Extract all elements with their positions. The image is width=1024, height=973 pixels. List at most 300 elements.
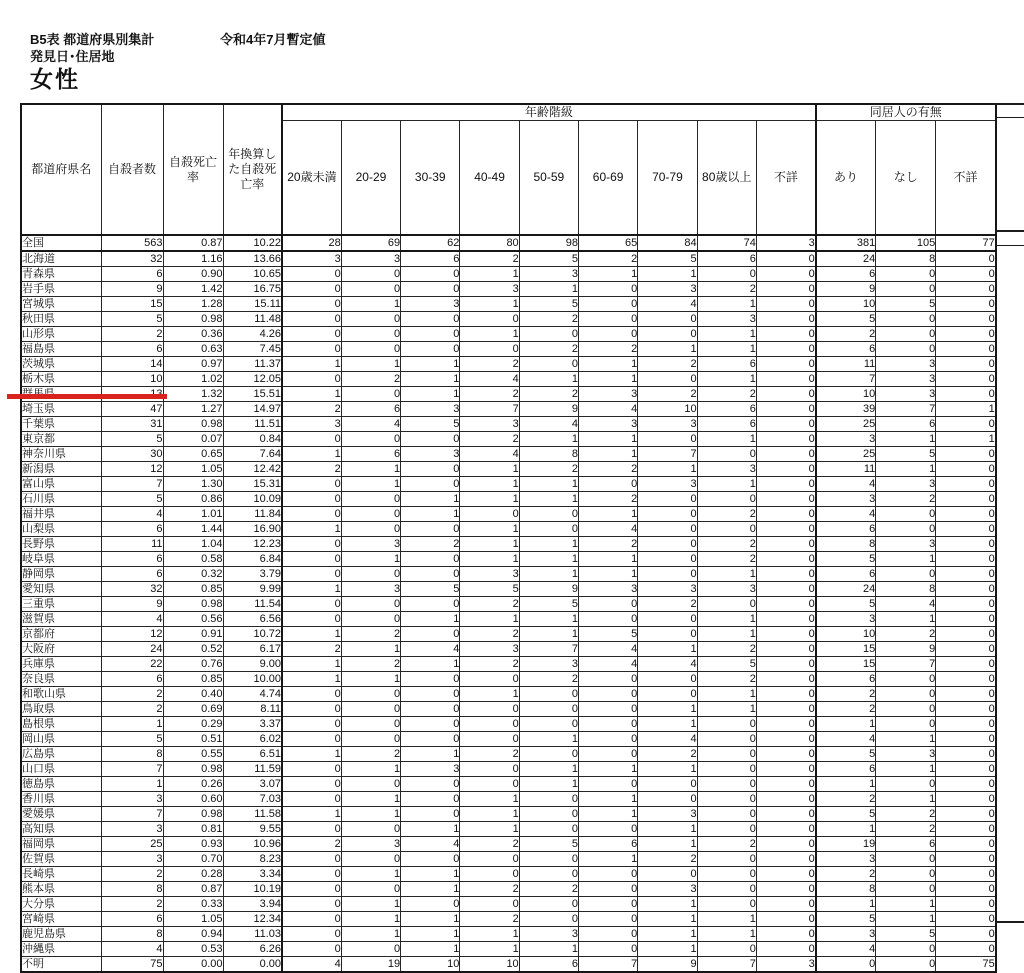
value-cell: 5	[876, 927, 936, 942]
value-cell: 10.96	[223, 837, 282, 852]
table-row	[21, 312, 996, 327]
value-cell: 0	[936, 822, 996, 837]
value-cell: 3.07	[223, 777, 282, 792]
value-cell: 28	[282, 235, 341, 251]
value-cell: 0	[756, 657, 815, 672]
value-cell: 0	[578, 327, 637, 342]
value-cell: 0	[401, 282, 460, 297]
value-cell: 1	[876, 552, 936, 567]
value-cell: 0	[282, 732, 341, 747]
prefecture-name-cell: 三重県	[21, 597, 101, 612]
value-cell: 0	[578, 942, 637, 957]
value-cell: 0	[697, 267, 756, 282]
value-cell: 0.52	[163, 642, 223, 657]
value-cell: 5	[460, 582, 519, 597]
value-cell: 0	[876, 327, 936, 342]
value-cell: 0	[936, 522, 996, 537]
table-row	[21, 702, 996, 717]
value-cell: 3	[816, 612, 876, 627]
value-cell: 9	[876, 642, 936, 657]
prefecture-name-cell: 岐阜県	[21, 552, 101, 567]
value-cell: 2	[876, 627, 936, 642]
value-cell: 1	[341, 552, 400, 567]
value-cell: 1	[519, 762, 578, 777]
prefecture-name-cell: 千葉県	[21, 417, 101, 432]
value-cell: 0.07	[163, 432, 223, 447]
value-cell: 0	[401, 522, 460, 537]
value-cell: 1	[876, 762, 936, 777]
table-row	[21, 672, 996, 687]
value-cell: 0	[756, 282, 815, 297]
value-cell: 32	[101, 582, 163, 597]
value-cell: 1	[578, 447, 637, 462]
value-cell: 0	[876, 312, 936, 327]
value-cell: 0	[876, 717, 936, 732]
value-cell: 1.04	[163, 537, 223, 552]
value-cell: 4	[460, 447, 519, 462]
value-cell: 3.94	[223, 897, 282, 912]
value-cell: 1	[401, 867, 460, 882]
value-cell: 69	[341, 235, 400, 251]
value-cell: 3.79	[223, 567, 282, 582]
value-cell: 2	[697, 837, 756, 852]
value-cell: 10	[401, 957, 460, 973]
value-cell: 1.01	[163, 507, 223, 522]
value-cell: 1	[578, 267, 637, 282]
group-header-age: 年齢階級	[282, 104, 816, 121]
value-cell: 2	[638, 597, 697, 612]
value-cell: 6	[816, 762, 876, 777]
table-row	[21, 822, 996, 837]
value-cell: 0	[876, 267, 936, 282]
value-cell: 98	[519, 235, 578, 251]
value-cell: 5	[401, 417, 460, 432]
value-cell: 5	[101, 312, 163, 327]
value-cell: 1	[282, 627, 341, 642]
value-cell: 0	[756, 882, 815, 897]
value-cell: 0	[460, 342, 519, 357]
value-cell: 0	[519, 357, 578, 372]
table-row	[21, 957, 996, 973]
value-cell: 9	[101, 597, 163, 612]
value-cell: 1	[697, 702, 756, 717]
value-cell: 3	[578, 582, 637, 597]
table-row	[21, 387, 996, 402]
value-cell: 0	[401, 567, 460, 582]
value-cell: 22	[101, 657, 163, 672]
value-cell: 3	[341, 837, 400, 852]
value-cell: 1	[341, 762, 400, 777]
value-cell: 7	[578, 957, 637, 973]
value-cell: 0	[936, 762, 996, 777]
value-cell: 1	[638, 267, 697, 282]
value-cell: 0.86	[163, 492, 223, 507]
value-cell: 1	[816, 822, 876, 837]
value-cell: 15.31	[223, 477, 282, 492]
value-cell: 0	[401, 807, 460, 822]
value-cell: 0.26	[163, 777, 223, 792]
prefecture-name-cell: 北海道	[21, 251, 101, 267]
value-cell: 1	[460, 807, 519, 822]
value-cell: 3	[638, 582, 697, 597]
table-row	[21, 282, 996, 297]
value-cell: 2	[816, 792, 876, 807]
value-cell: 0.70	[163, 852, 223, 867]
value-cell: 0	[282, 852, 341, 867]
value-cell: 3.34	[223, 867, 282, 882]
value-cell: 6.51	[223, 747, 282, 762]
table-row	[21, 342, 996, 357]
value-cell: 1	[341, 477, 400, 492]
value-cell: 1	[460, 267, 519, 282]
value-cell: 30	[101, 447, 163, 462]
value-cell: 0	[697, 807, 756, 822]
value-cell: 1	[876, 912, 936, 927]
value-cell: 0	[519, 912, 578, 927]
value-cell: 0	[936, 792, 996, 807]
value-cell: 7	[638, 447, 697, 462]
value-cell: 1	[816, 777, 876, 792]
value-cell: 1	[101, 717, 163, 732]
value-cell: 0	[756, 927, 815, 942]
value-cell: 1	[341, 297, 400, 312]
value-cell: 65	[578, 235, 637, 251]
value-cell: 0	[638, 432, 697, 447]
value-cell: 6	[101, 342, 163, 357]
value-cell: 0	[936, 297, 996, 312]
value-cell: 1	[282, 357, 341, 372]
value-cell: 381	[816, 235, 876, 251]
value-cell: 2	[282, 837, 341, 852]
value-cell: 2	[697, 672, 756, 687]
value-cell: 12	[101, 462, 163, 477]
value-cell: 3	[101, 792, 163, 807]
value-cell: 1	[401, 927, 460, 942]
value-cell: 0	[697, 762, 756, 777]
value-cell: 0	[519, 807, 578, 822]
value-cell: 8	[876, 582, 936, 597]
value-cell: 3	[578, 417, 637, 432]
value-cell: 0	[638, 552, 697, 567]
value-cell: 0	[638, 327, 697, 342]
value-cell: 24	[101, 642, 163, 657]
value-cell: 4	[101, 942, 163, 957]
col-header-cohabit-yes: あり	[816, 121, 876, 236]
prefecture-name-cell: 茨城県	[21, 357, 101, 372]
prefecture-name-cell: 栃木県	[21, 372, 101, 387]
value-cell: 6	[697, 357, 756, 372]
value-cell: 0	[519, 507, 578, 522]
value-cell: 10	[460, 957, 519, 973]
value-cell: 1	[460, 687, 519, 702]
value-cell: 75	[936, 957, 996, 973]
value-cell: 9	[519, 582, 578, 597]
value-cell: 7	[101, 477, 163, 492]
value-cell: 9.99	[223, 582, 282, 597]
value-cell: 8	[101, 747, 163, 762]
value-cell: 0	[341, 822, 400, 837]
value-cell: 3	[282, 417, 341, 432]
value-cell: 0	[876, 507, 936, 522]
value-cell: 9	[519, 402, 578, 417]
value-cell: 12	[101, 627, 163, 642]
value-cell: 0	[341, 387, 400, 402]
value-cell: 0	[936, 942, 996, 957]
value-cell: 0	[341, 597, 400, 612]
value-cell: 4	[101, 612, 163, 627]
value-cell: 62	[401, 235, 460, 251]
value-cell: 0	[282, 342, 341, 357]
value-cell: 1	[282, 387, 341, 402]
value-cell: 11	[816, 357, 876, 372]
value-cell: 10.00	[223, 672, 282, 687]
value-cell: 1	[578, 432, 637, 447]
value-cell: 6	[519, 957, 578, 973]
value-cell: 1	[101, 777, 163, 792]
value-cell: 1	[697, 612, 756, 627]
value-cell: 0	[282, 822, 341, 837]
gender-title: 女性	[30, 66, 80, 92]
value-cell: 1	[282, 447, 341, 462]
value-cell: 0	[519, 747, 578, 762]
value-cell: 3	[460, 282, 519, 297]
table-row-highlighted	[21, 402, 996, 417]
value-cell: 0	[282, 537, 341, 552]
value-cell: 1	[282, 582, 341, 597]
prefecture-name-cell: 神奈川県	[21, 447, 101, 462]
value-cell: 1	[578, 852, 637, 867]
value-cell: 0	[936, 882, 996, 897]
value-cell: 74	[697, 235, 756, 251]
value-cell: 8	[101, 927, 163, 942]
value-cell: 0	[936, 251, 996, 267]
value-cell: 1	[638, 927, 697, 942]
table-row	[21, 837, 996, 852]
value-cell: 0	[282, 612, 341, 627]
value-cell: 0	[519, 822, 578, 837]
table-row	[21, 251, 996, 267]
value-cell: 0	[756, 492, 815, 507]
value-cell: 6.56	[223, 612, 282, 627]
prefecture-name-cell: 香川県	[21, 792, 101, 807]
prefecture-name-cell: 山形県	[21, 327, 101, 342]
value-cell: 5	[101, 432, 163, 447]
prefecture-name-cell: 全国	[21, 235, 101, 251]
value-cell: 0	[519, 717, 578, 732]
value-cell: 5	[401, 582, 460, 597]
value-cell: 1	[697, 627, 756, 642]
value-cell: 0	[936, 777, 996, 792]
value-cell: 16.75	[223, 282, 282, 297]
value-cell: 0	[341, 777, 400, 792]
value-cell: 0	[341, 717, 400, 732]
value-cell: 0	[460, 702, 519, 717]
value-cell: 0	[756, 297, 815, 312]
col-header-age-unknown: 不詳	[756, 121, 815, 236]
value-cell: 1	[341, 912, 400, 927]
value-cell: 0	[756, 567, 815, 582]
value-cell: 0.55	[163, 747, 223, 762]
value-cell: 0	[578, 882, 637, 897]
value-cell: 0	[282, 927, 341, 942]
value-cell: 0.85	[163, 582, 223, 597]
value-cell: 0	[756, 942, 815, 957]
value-cell: 0	[341, 567, 400, 582]
value-cell: 0	[756, 357, 815, 372]
value-cell: 1	[638, 702, 697, 717]
value-cell: 3	[341, 537, 400, 552]
value-cell: 3	[876, 477, 936, 492]
value-cell: 3	[876, 372, 936, 387]
table-body	[21, 235, 996, 972]
value-cell: 8	[519, 447, 578, 462]
value-cell: 1	[341, 927, 400, 942]
group-header-row	[21, 104, 996, 121]
value-cell: 0.29	[163, 717, 223, 732]
value-cell: 0	[756, 837, 815, 852]
value-cell: 0	[756, 597, 815, 612]
value-cell: 0.87	[163, 882, 223, 897]
value-cell: 2	[341, 627, 400, 642]
value-cell: 0	[578, 672, 637, 687]
value-cell: 15.51	[223, 387, 282, 402]
value-cell: 7	[697, 957, 756, 973]
value-cell: 0	[756, 372, 815, 387]
value-cell: 0	[756, 327, 815, 342]
cropped-column-header-border	[995, 230, 1024, 232]
value-cell: 1	[401, 747, 460, 762]
value-cell: 0	[756, 312, 815, 327]
value-cell: 1	[341, 642, 400, 657]
value-cell: 1	[638, 462, 697, 477]
group-header-cohabitant: 同居人の有無	[816, 104, 996, 121]
value-cell: 0	[282, 717, 341, 732]
value-cell: 2	[519, 342, 578, 357]
value-cell: 0	[401, 777, 460, 792]
value-cell: 0	[282, 792, 341, 807]
value-cell: 0	[697, 882, 756, 897]
value-cell: 1	[460, 792, 519, 807]
value-cell: 4	[638, 732, 697, 747]
value-cell: 0	[282, 267, 341, 282]
value-cell: 2	[460, 657, 519, 672]
value-cell: 0	[876, 687, 936, 702]
value-cell: 2	[460, 432, 519, 447]
value-cell: 0	[756, 612, 815, 627]
value-cell: 13.66	[223, 251, 282, 267]
col-header-age-40-49: 40-49	[460, 121, 519, 236]
value-cell: 11	[816, 462, 876, 477]
value-cell: 0	[638, 372, 697, 387]
value-cell: 0	[578, 717, 637, 732]
value-cell: 0	[638, 687, 697, 702]
value-cell: 2	[282, 462, 341, 477]
value-cell: 0.33	[163, 897, 223, 912]
value-cell: 2	[101, 897, 163, 912]
value-cell: 6	[578, 837, 637, 852]
value-cell: 0	[936, 552, 996, 567]
value-cell: 3	[638, 282, 697, 297]
value-cell: 0	[519, 327, 578, 342]
value-cell: 1	[341, 357, 400, 372]
prefecture-name-cell: 鳥取県	[21, 702, 101, 717]
value-cell: 4	[816, 942, 876, 957]
value-cell: 0	[578, 312, 637, 327]
value-cell: 0	[638, 492, 697, 507]
value-cell: 2	[578, 251, 637, 267]
value-cell: 6	[101, 567, 163, 582]
prefecture-name-cell: 福島県	[21, 342, 101, 357]
value-cell: 1	[341, 462, 400, 477]
value-cell: 1	[460, 552, 519, 567]
value-cell: 1	[460, 537, 519, 552]
value-cell: 0	[936, 327, 996, 342]
value-cell: 0	[578, 612, 637, 627]
value-cell: 0	[401, 267, 460, 282]
value-cell: 0.90	[163, 267, 223, 282]
table-row	[21, 687, 996, 702]
value-cell: 1	[519, 777, 578, 792]
value-cell: 0.00	[223, 957, 282, 973]
col-header-suicides: 自殺者数	[101, 104, 163, 235]
table-row	[21, 597, 996, 612]
value-cell: 0.76	[163, 657, 223, 672]
value-cell: 3	[697, 462, 756, 477]
prefecture-name-cell: 大阪府	[21, 642, 101, 657]
value-cell: 8	[101, 882, 163, 897]
value-cell: 0	[697, 822, 756, 837]
col-header-cohabit-no: なし	[876, 121, 936, 236]
value-cell: 4	[401, 642, 460, 657]
value-cell: 5	[101, 732, 163, 747]
value-cell: 0	[282, 942, 341, 957]
value-cell: 4	[578, 402, 637, 417]
value-cell: 1	[401, 612, 460, 627]
value-cell: 0	[282, 762, 341, 777]
value-cell: 5	[816, 312, 876, 327]
value-cell: 0	[756, 537, 815, 552]
value-cell: 2	[697, 537, 756, 552]
value-cell: 1	[401, 357, 460, 372]
value-cell: 2	[697, 282, 756, 297]
value-cell: 5	[578, 627, 637, 642]
value-cell: 1	[697, 372, 756, 387]
value-cell: 9	[638, 957, 697, 973]
value-cell: 0	[638, 507, 697, 522]
value-cell: 4	[638, 657, 697, 672]
value-cell: 0	[697, 942, 756, 957]
value-cell: 0	[936, 657, 996, 672]
table-row	[21, 522, 996, 537]
value-cell: 3	[460, 642, 519, 657]
value-cell: 0.00	[163, 957, 223, 973]
value-cell: 0.98	[163, 312, 223, 327]
table-row	[21, 807, 996, 822]
prefecture-name-cell: 島根県	[21, 717, 101, 732]
value-cell: 0	[401, 327, 460, 342]
value-cell: 0	[756, 717, 815, 732]
value-cell: 2	[101, 687, 163, 702]
value-cell: 5	[519, 297, 578, 312]
value-cell: 7.03	[223, 792, 282, 807]
value-cell: 8	[816, 882, 876, 897]
value-cell: 0	[282, 372, 341, 387]
value-cell: 39	[816, 402, 876, 417]
col-header-age-50-59: 50-59	[519, 121, 578, 236]
value-cell: 0	[936, 387, 996, 402]
value-cell: 5	[101, 492, 163, 507]
value-cell: 1	[519, 567, 578, 582]
